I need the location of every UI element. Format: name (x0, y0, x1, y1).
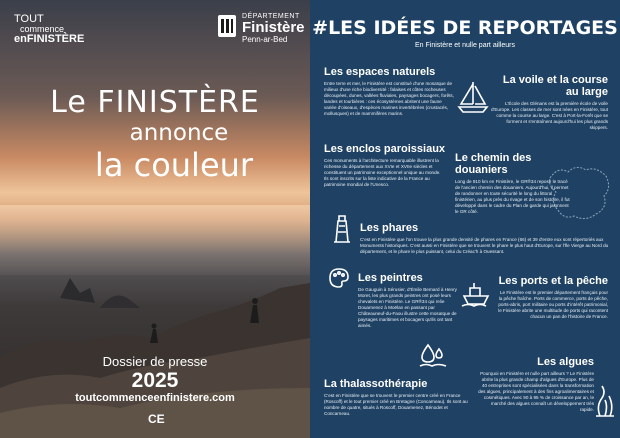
section-title: Les enclos paroissiaux (324, 143, 446, 155)
brand-line-1: TOUT (14, 13, 44, 25)
palette-icon (328, 267, 350, 289)
dept-name: Finistère (242, 19, 305, 36)
brand-line-3: enFINISTÈRE (14, 33, 85, 45)
water-drops-icon (418, 343, 448, 369)
section-title: Les peintres (358, 272, 423, 284)
section-text: C'est en Finistère que se trouvent le premier centre créé en France (Roscoff) et le tout premier créé en Bretagne (Concarneau). Ils sont au nombre de quatre, situés à Roscoff, Douarnenez, Bénodet et Concarneau. (324, 393, 468, 416)
section-customs-path (455, 152, 573, 215)
section-text: De Gauguin à Sérusier, d'Émile Bernard à Henry Moret, les plus grands peintres ont posé leurs chevalets en Finistère. Le GR®34 qui relie Douarnenez à Moëlan en passant par Châteauneuf-du-Faou illustre cette mosaïque de paysages maritimes et bocagers qu'ils ont tant aimés. (358, 287, 457, 328)
cover-title-line-2: annonce (129, 120, 229, 146)
brand-line-2: commence (20, 24, 65, 34)
section-text: Pourquoi en Finistère et nulle part ailleurs ? Le Finistère abrite la plus grande champ d'algues d'Europe. Plus de 40 entreprises sont spécialisées dans la transformation des algues, principalement à des fins agroalimentaires et cosmétiques. Avec 90 à 95 % de croissance par an, le marché des algues connaît un développement très rapide. (478, 371, 594, 412)
coastal-cliff-illustration (0, 238, 310, 438)
section-text: Entre terre et mer, le Finistère est constitué d'une mosaïque de milieux d'une riche biodiversité : falaises et côtes rocheuses découpées, dunes, vallées fluviales, paysages bocagers, forêts, landes et tourbières : ces écosystèmes abritent une faune variée d'oiseaux, d'espèces marines invertébrées (crustacés, mollusques) et de mammifères marins. (324, 81, 454, 116)
section-title: Le chemin des douaniers (455, 152, 532, 176)
footer-logo: CE (148, 412, 165, 426)
page-title: #LES IDÉES DE REPORTAGES (312, 17, 618, 39)
section-painters (358, 272, 458, 329)
section-text: Le Finistère est le premier département français pour la pêche fraîche. Ports de commerce, ports de pêche, ports-abris, port militaire ou ports d'intérêt patrimonial, le Finistère abrite une multitude de ports qui racontent chacun un pan de l'histoire de France. (498, 290, 608, 319)
section-seaweed (476, 356, 594, 413)
brand-logo (14, 14, 84, 44)
section-title: Les espaces naturels (324, 66, 436, 78)
section-text: C'est en Finistère que l'on trouve la plus grande densité de phares en France (66) et 39 d'entre eux sont répertoriés aux Monuments historiques. C'est aussi en Finistère que se trouvent le phare le plus haut d'Europe, sur l'Île Vierge au Nord du département, et le phare le plus puissant, celui du Créac'h à Ouessant. (360, 237, 609, 254)
cover-title-line-1: Le FINISTÈRE (50, 85, 260, 120)
seaweed-icon (594, 384, 616, 418)
press-kit-year: 2025 (131, 369, 179, 392)
section-sailing (490, 74, 608, 131)
section-text: Long de 910 km en Finistère, le GR®34 repose le tracé de l'ancien chemin des douaniers. Aujourd'hui, il permet de randonner en toute sécurité le long du littoral finistérien, au plus près du rivage et de son histoire, il fut développé dans le cadre du Plan de garde qui jalonnent le GR côté. (455, 179, 570, 214)
dept-label: DÉPARTEMENT (242, 13, 300, 20)
cover-title (0, 85, 310, 184)
lighthouse-icon (332, 214, 352, 244)
section-thalassotherapy (324, 378, 474, 417)
section-ports-fishing (496, 275, 608, 320)
section-title: Les phares (360, 222, 419, 234)
section-lighthouses (360, 222, 610, 255)
page-subtitle: En Finistère et nulle part ailleurs (415, 42, 515, 49)
section-text: Ces monuments à l'architecture remarquable illustrent la richesse du département aux XVIe et XVIIe siècles et constituent un patrimoine exceptionnel unique au monde. Ils sont inscrits sur la liste indicative de la France au patrimoine mondial de l'Unesco. (324, 158, 441, 187)
press-kit-text: Dossier de presse (102, 354, 208, 369)
section-text: L'École des Glénans est la première école de voile d'Europe. Les classes de mer sont nées en Finistère, tout comme la course au large. C'est à Port-la-Forêt que se forment et s'entraînent aujourd'hui les plus grands skippers. (490, 101, 608, 130)
cover-title-line-3: la couleur (94, 146, 254, 184)
fishing-boat-icon (460, 280, 492, 308)
section-parish-enclosures (324, 143, 446, 188)
section-natural-spaces (324, 66, 454, 117)
section-title: La voile et la course au large (502, 74, 608, 98)
reportage-ideas-page (310, 0, 620, 438)
press-kit-label (0, 354, 310, 393)
section-title: Les algues (537, 356, 594, 368)
section-title: La thalassothérapie (324, 378, 428, 390)
sailboat-icon (455, 80, 491, 114)
ermine-flag-icon (218, 15, 236, 37)
section-title: Les ports et la pêche (498, 275, 608, 287)
dept-breton-name: Penn-ar-Bed (242, 35, 288, 44)
website-link[interactable]: toutcommenceenfinistere.com (75, 392, 235, 404)
